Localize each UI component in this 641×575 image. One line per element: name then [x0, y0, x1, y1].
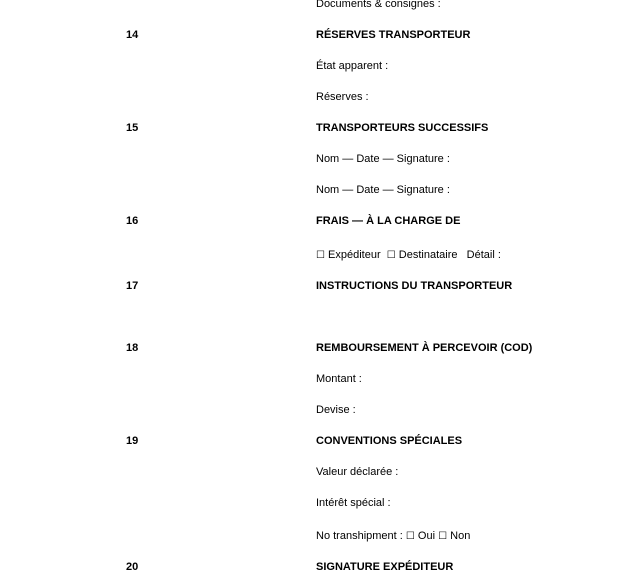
- destinataire-checkbox[interactable]: ☐: [386, 250, 396, 261]
- section-title: SIGNATURE EXPÉDITEUR: [316, 561, 454, 573]
- field-label: Réserves :: [316, 91, 369, 103]
- expediteur-checkbox[interactable]: ☐: [316, 250, 325, 261]
- oui-label: Oui: [417, 530, 436, 542]
- section-title: INSTRUCTIONS DU TRANSPORTEUR: [316, 280, 513, 292]
- field-label: Nom — Date — Signature :: [316, 184, 450, 196]
- field-row: [0, 402, 641, 418]
- non-checkbox[interactable]: ☐: [438, 531, 448, 542]
- transhipment-row: [0, 528, 641, 544]
- section-title: REMBOURSEMENT À PERCEVOIR (COD): [316, 342, 533, 354]
- charges-options: [316, 247, 501, 264]
- oui-checkbox[interactable]: ☐: [405, 531, 415, 542]
- field-label: Nom — Date — Signature :: [316, 153, 450, 165]
- section-number: 14: [126, 29, 139, 41]
- section-20-header: [0, 559, 641, 575]
- field-label: État apparent :: [316, 60, 389, 72]
- section-14-header: [0, 27, 641, 43]
- section-number: 15: [126, 122, 139, 134]
- expediteur-label: Expéditeur: [328, 249, 381, 261]
- field-row: [0, 464, 641, 480]
- field-label: Devise :: [316, 404, 356, 416]
- section-title: CONVENTIONS SPÉCIALES: [316, 435, 463, 447]
- field-label: Intérêt spécial :: [316, 497, 391, 509]
- section-16-header: [0, 213, 641, 229]
- section-title: FRAIS — À LA CHARGE DE: [316, 215, 461, 227]
- field-label: Valeur déclarée :: [316, 466, 399, 478]
- destinataire-label: Destinataire: [398, 249, 458, 261]
- documents-instructions-line: [0, 0, 641, 12]
- field-row: [0, 371, 641, 387]
- field-label: Montant :: [316, 373, 362, 385]
- section-19-header: [0, 433, 641, 449]
- field-row: [0, 89, 641, 105]
- section-number: 18: [126, 342, 139, 354]
- charges-row: [0, 247, 641, 263]
- section-number: 19: [126, 435, 139, 447]
- section-15-header: [0, 120, 641, 136]
- section-18-header: [0, 340, 641, 356]
- field-row: [0, 182, 641, 198]
- section-number: 17: [126, 280, 139, 292]
- field-row: [0, 151, 641, 167]
- transhipment-label: No transhipment :: [316, 530, 403, 542]
- section-17-header: [0, 278, 641, 294]
- field-row: [0, 495, 641, 511]
- section-title: RÉSERVES TRANSPORTEUR: [316, 29, 471, 41]
- non-label: Non: [450, 530, 471, 542]
- detail-label: Détail :: [466, 249, 501, 261]
- section-number: 16: [126, 215, 139, 227]
- section-number: 20: [126, 561, 139, 573]
- transhipment-options: [316, 528, 470, 545]
- field-row: [0, 58, 641, 74]
- field-label: Documents & consignes :: [316, 0, 441, 10]
- section-title: TRANSPORTEURS SUCCESSIFS: [316, 122, 489, 134]
